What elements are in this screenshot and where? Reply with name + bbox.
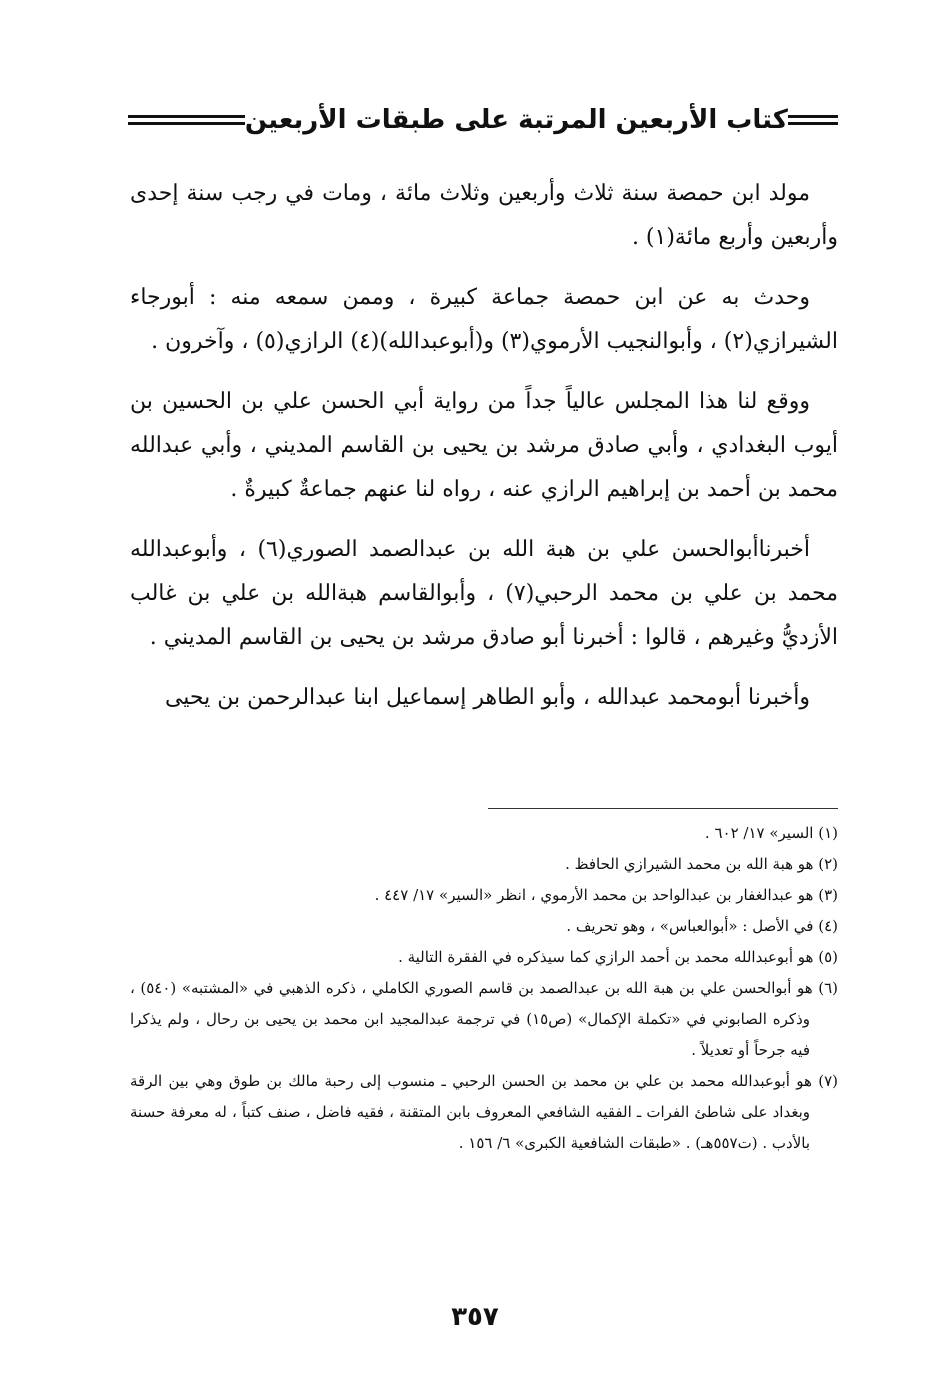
paragraph: وأخبرنا أبومحمد عبدالله ، وأبو الطاهر إسماعيل ابنا عبدالرحمن بن يحيى <box>164 685 810 710</box>
paragraph: ووقع لنا هذا المجلس عالياً جداً من رواية أبي الحسن علي بن الحسين بن أيوب البغدادي ، وأبي صادق مرشد بن يحيى بن القاسم المديني ، وأبي عبدالله محمد بن أحمد بن إبراهيم الرازي عنه ، رواه لنا عنهم جماعةٌ كبيرةٌ . <box>130 389 838 502</box>
footnote: (٢) هو هبة الله بن محمد الشيرازي الحافظ . <box>565 855 838 873</box>
footnote: (٤) في الأصل : «أبوالعباس» ، وهو تحريف . <box>566 917 838 935</box>
footnote: (٣) هو عبدالغفار بن عبدالواحد بن محمد الأرموي ، انظر «السير» ١٧/ ٤٤٧ . <box>374 886 838 904</box>
paragraph: وحدث به عن ابن حمصة جماعة كبيرة ، وممن سمعه منه : أبورجاء الشيرازي(٢) ، وأبوالنجيب الأرموي(٣) و(أبوعبدالله)(٤) الرازي(٥) ، وآخرون . <box>130 285 838 354</box>
header-rule-right <box>788 115 838 125</box>
footnotes <box>130 818 838 1159</box>
paragraph: أخبرناأبوالحسن علي بن هبة الله بن عبدالصمد الصوري(٦) ، وأبوعبدالله محمد بن علي بن محمد الرحبي(٧) ، وأبوالقاسم هبةالله بن علي بن غالب الأزديُّ وغيرهم ، قالوا : أخبرنا أبو صادق مرشد بن يحيى بن القاسم المديني . <box>130 537 838 650</box>
running-header <box>128 98 838 142</box>
footnote: (١) السير» ١٧/ ٦٠٢ . <box>704 824 838 842</box>
page-number: ٣٥٧ <box>451 1302 499 1332</box>
footnote: (٦) هو أبوالحسن علي بن هبة الله بن عبدالصمد بن قاسم الصوري الكاملي ، ذكره الذهبي في «المشتبه» (٥٤٠) ، وذكره الصابوني في «تكملة الإكمال» (ص١٥) في ترجمة عبدالمجيد ابن محمد بن يحيى بن رحال ، ولم يذكرا فيه جرحاً أو تعديلاً . <box>130 979 838 1059</box>
footnote: (٥) هو أبوعبدالله محمد بن أحمد الرازي كما سيذكره في الفقرة التالية . <box>398 948 838 966</box>
header-title: كتاب الأربعين المرتبة على طبقات الأربعين <box>244 105 788 135</box>
footnote: (٧) هو أبوعبدالله محمد بن علي بن محمد بن الحسن الرحبي ـ منسوب إلى رحبة مالك بن طوق وهي بين الرقة وبغداد على شاطئ الفرات ـ الفقيه الشافعي المعروف بابن المتقنة ، فقيه فاضل ، صنف كتباً ، له معرفة حسنة بالأدب . (ت٥٥٧هـ) . «طبقات الشافعية الكبرى» ٦/ ١٥٦ . <box>130 1072 838 1152</box>
paragraph: مولد ابن حمصة سنة ثلاث وأربعين وثلاث مائة ، ومات في رجب سنة إحدى وأربعين وأربع مائة(١) . <box>130 181 838 250</box>
main-text <box>130 172 838 736</box>
header-rule-left <box>128 115 245 125</box>
footnote-divider <box>488 808 838 809</box>
